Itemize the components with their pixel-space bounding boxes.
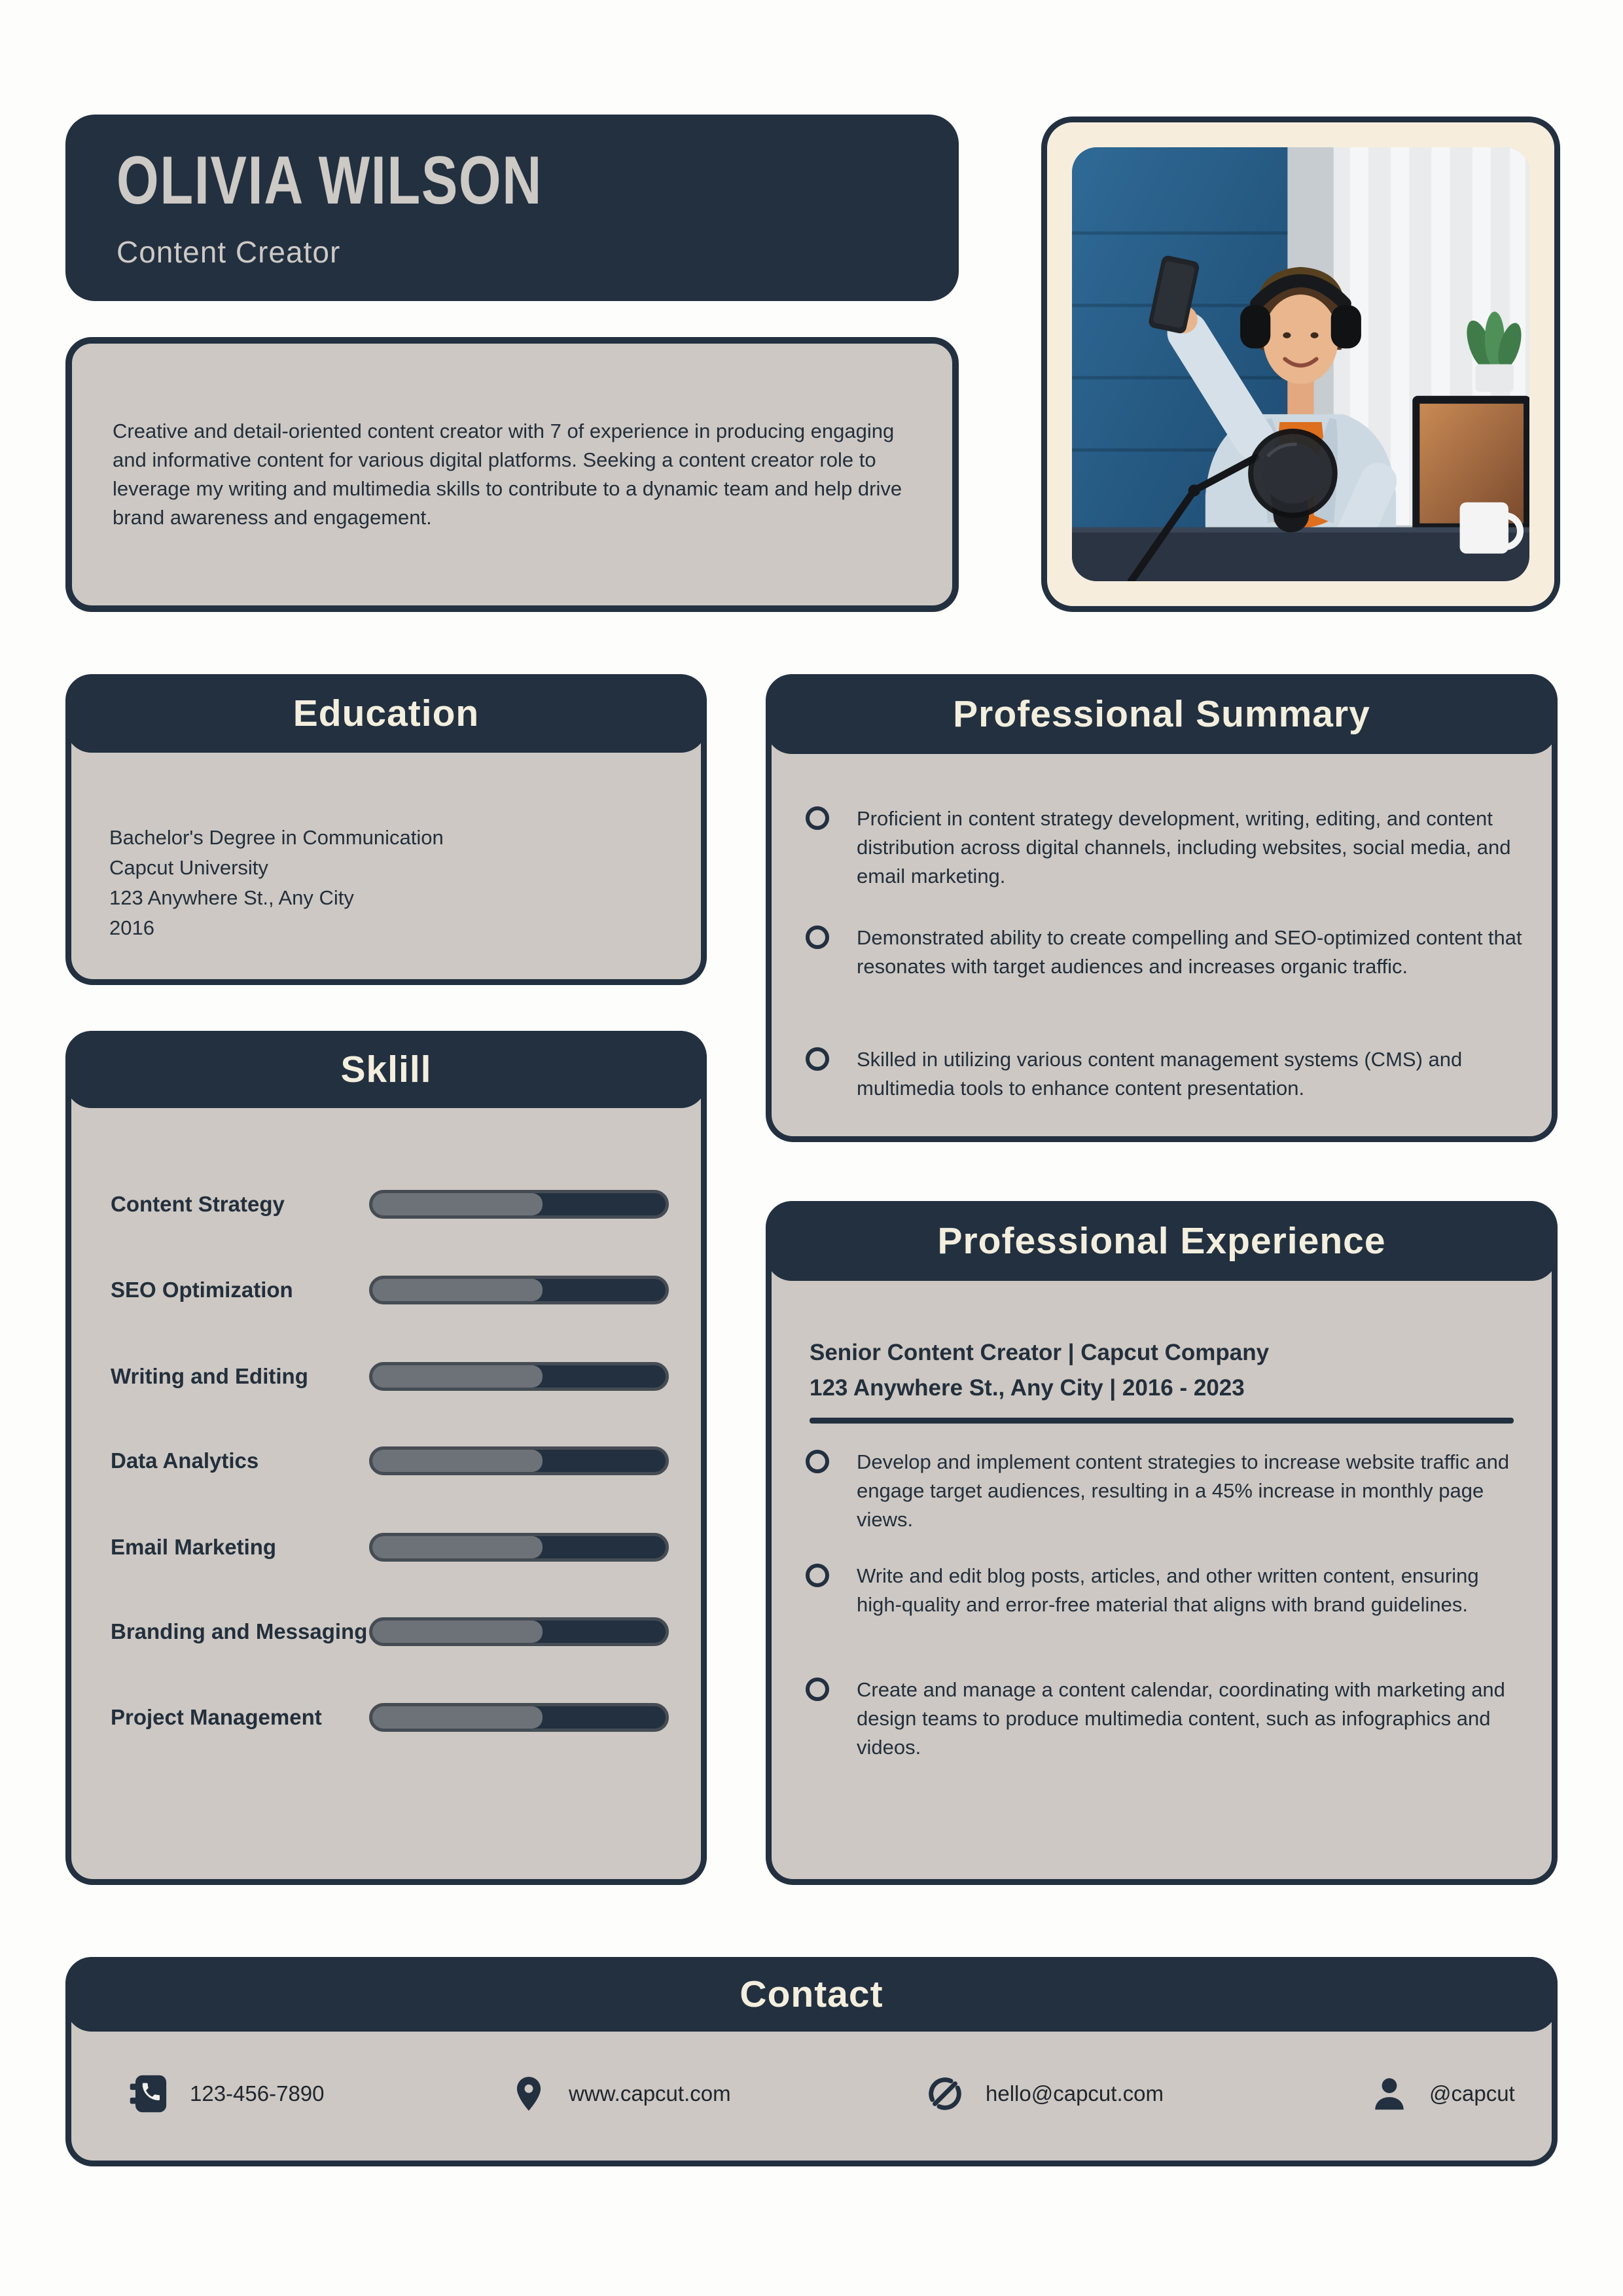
- experience-meta-line: 123 Anywhere St., Any City | 2016 - 2023: [810, 1375, 1245, 1401]
- bullet-ring-icon: [806, 806, 829, 830]
- intro-summary-box: [65, 337, 959, 612]
- experience-role: [810, 1335, 1269, 1406]
- skill-bar-fill: [372, 1193, 543, 1215]
- skill-bar: [369, 1533, 669, 1562]
- bullet-text: Write and edit blog posts, articles, and other written content, ensuring high-quality and error-free material that aligns with brand guidelines.: [857, 1564, 1479, 1617]
- job-title: Content Creator: [116, 234, 341, 269]
- contact-header: [65, 1957, 1558, 2032]
- experience-role-line: Senior Content Creator | Capcut Company: [810, 1340, 1270, 1365]
- skill-row: [71, 1276, 701, 1304]
- skill-label: Project Management: [111, 1705, 322, 1729]
- profile-photo: [1072, 147, 1529, 581]
- education-degree: Bachelor's Degree in Communication: [109, 826, 444, 849]
- skill-bar: [369, 1276, 669, 1304]
- professional-summary-header: [766, 674, 1558, 754]
- bullet-text: Demonstrated ability to create compelling and SEO-optimized content that resonates with target audiences and increases organic traffic.: [857, 926, 1522, 978]
- experience-divider: [810, 1418, 1514, 1424]
- list-item: [806, 1448, 1524, 1534]
- skill-label: Content Strategy: [111, 1192, 285, 1216]
- skill-row: [71, 1190, 701, 1219]
- contact-email-text: hello@capcut.com: [986, 2081, 1164, 2106]
- contact-phone-text: 123-456-7890: [190, 2081, 325, 2106]
- contact-section: [65, 1957, 1558, 2166]
- bullet-ring-icon: [806, 925, 829, 949]
- intro-summary-text: Creative and detail-oriented content creator with 7 of experience in producing engaging and informative content for various digital platforms. Seeking a content creator role to leverage my writing and multimedia skills to contribute to a dynamic team and help drive brand awareness and engagement.: [113, 419, 902, 529]
- skill-bar-fill: [372, 1450, 543, 1472]
- skill-bar-fill: [372, 1279, 543, 1301]
- professional-experience-header: [766, 1201, 1558, 1281]
- bullet-text: Create and manage a content calendar, coordinating with marketing and design teams to produce multimedia content, such as infographics and videos.: [857, 1678, 1505, 1759]
- skill-label: Email Marketing: [111, 1535, 277, 1559]
- profile-photo-illustration: [1072, 147, 1529, 581]
- contact-item-website: [508, 2061, 731, 2126]
- link-icon: [924, 2073, 966, 2115]
- bullet-text: Skilled in utilizing various content management systems (CMS) and multimedia tools to enhance content presentation.: [857, 1048, 1463, 1100]
- professional-experience-title: Professional Experience: [937, 1220, 1386, 1262]
- education-school: Capcut University: [109, 856, 268, 879]
- location-icon: [508, 2071, 549, 2117]
- professional-experience-section: [766, 1201, 1558, 1885]
- skill-bar-fill: [372, 1536, 543, 1558]
- person-name: OLIVIA WILSON: [116, 142, 543, 219]
- skill-label: Data Analytics: [111, 1448, 259, 1473]
- skill-bar: [369, 1703, 669, 1732]
- education-address: 123 Anywhere St., Any City: [109, 886, 354, 909]
- profile-photo-frame: [1041, 117, 1560, 612]
- list-item: [806, 924, 1524, 981]
- skill-row: [71, 1533, 701, 1562]
- skill-label: SEO Optimization: [111, 1278, 293, 1302]
- contact-item-phone: [127, 2061, 325, 2126]
- contact-title: Contact: [740, 1973, 883, 2015]
- contact-item-social: [1369, 2061, 1515, 2126]
- professional-summary-section: [766, 674, 1558, 1142]
- skill-row: [71, 1446, 701, 1475]
- bullet-text: Develop and implement content strategies to increase website traffic and engage target audiences, resulting in a 45% increase in monthly page views.: [857, 1450, 1510, 1532]
- professional-summary-title: Professional Summary: [953, 693, 1370, 735]
- skill-bar: [369, 1446, 669, 1475]
- skill-label: Writing and Editing: [111, 1364, 308, 1388]
- skill-bar: [369, 1617, 669, 1646]
- phone-icon: [127, 2072, 170, 2115]
- bullet-ring-icon: [806, 1047, 829, 1071]
- list-item: [806, 804, 1524, 891]
- skill-label: Branding and Messaging: [111, 1619, 368, 1643]
- contact-social-text: @capcut: [1429, 2081, 1515, 2106]
- list-item: [806, 1676, 1524, 1762]
- skills-header: [65, 1031, 707, 1108]
- skill-bar-fill: [372, 1621, 543, 1643]
- education-body: [71, 759, 701, 979]
- education-section: [65, 674, 707, 985]
- list-item: [806, 1045, 1524, 1103]
- bullet-ring-icon: [806, 1564, 829, 1587]
- contact-website-text: www.capcut.com: [569, 2081, 731, 2106]
- user-icon: [1369, 2073, 1410, 2114]
- skill-bar: [369, 1190, 669, 1219]
- education-year: 2016: [109, 916, 154, 939]
- bullet-ring-icon: [806, 1450, 829, 1473]
- skill-bar-fill: [372, 1706, 543, 1729]
- skill-row: [71, 1617, 701, 1646]
- bullet-text: Proficient in content strategy development, writing, editing, and content distribution across digital channels, including websites, social media, and email marketing.: [857, 807, 1511, 888]
- skills-section: [65, 1031, 707, 1885]
- skill-row: [71, 1703, 701, 1732]
- skill-bar: [369, 1362, 669, 1391]
- bullet-ring-icon: [806, 1677, 829, 1701]
- education-header: [65, 674, 707, 753]
- skill-row: [71, 1362, 701, 1391]
- education-title: Education: [293, 692, 480, 734]
- header-name-box: [65, 115, 959, 301]
- skills-title: Sklill: [340, 1049, 432, 1090]
- contact-item-email: [924, 2061, 1164, 2126]
- list-item: [806, 1562, 1524, 1619]
- skill-bar-fill: [372, 1365, 543, 1388]
